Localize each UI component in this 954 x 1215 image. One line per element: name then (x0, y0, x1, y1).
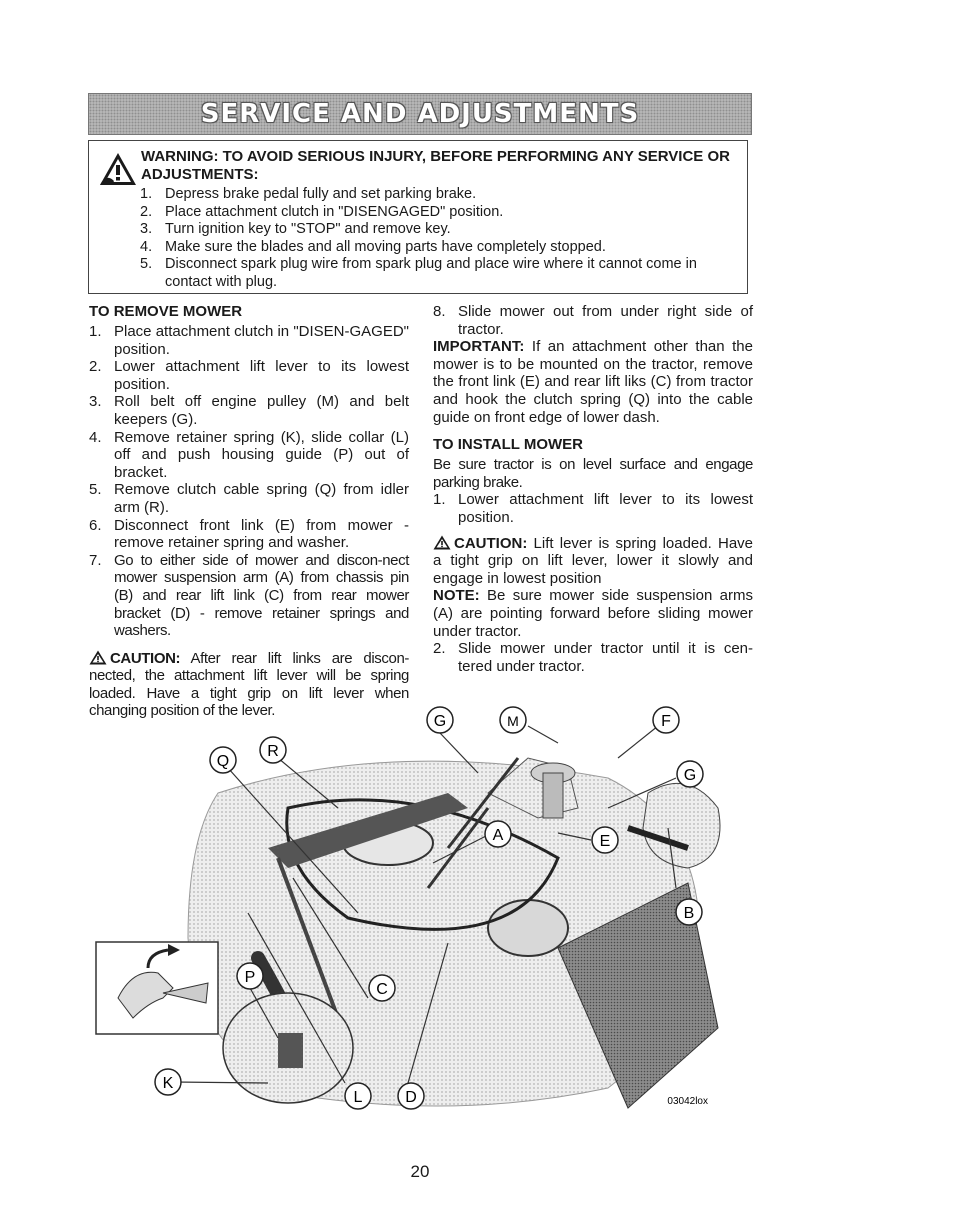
figure-code: 03042lox (667, 1096, 708, 1107)
callout-Q (210, 747, 236, 773)
remove-step (89, 517, 409, 552)
step-number: 6. (89, 516, 102, 534)
step-number: 8. (433, 303, 446, 320)
callout-letter: F (661, 713, 671, 730)
callout-M (500, 707, 526, 733)
warning-step (140, 221, 740, 239)
warning-steps (140, 186, 740, 291)
remove-step (89, 323, 409, 358)
step-text: Go to either side of mower and discon-nect mower suspension arm (A) from chassis pin (B) and rear lift link (C) from rear mower bracket (D) - remove retainer springs and washers. (114, 551, 409, 640)
mower-illustration (88, 698, 748, 1123)
callout-letter: A (492, 827, 504, 844)
caution-triangle-icon (89, 650, 107, 665)
step-text: Disconnect spark plug wire from spark plug and place wire where it cannot come in contact with plug. (165, 256, 697, 290)
install-note (433, 587, 753, 640)
right-column (433, 303, 753, 675)
step-number: 5. (140, 256, 153, 272)
step-text: Roll belt off engine pulley (M) and belt keepers (G). (114, 393, 409, 428)
warning-heading: WARNING: TO AVOID SERIOUS INJURY, BEFORE PERFORMING ANY SERVICE OR ADJUSTMENTS: (141, 148, 730, 183)
callout-P (237, 963, 263, 989)
callout-L (345, 1083, 371, 1109)
remove-step (89, 393, 409, 428)
callout-G-top (427, 707, 453, 733)
remove-mower-steps-continued (433, 303, 753, 338)
step-text: Slide mower out from under right side of tractor. (458, 303, 753, 338)
callout-R (260, 737, 286, 763)
mower-diagram (88, 698, 748, 1123)
remove-step (89, 552, 409, 640)
step-text: Disconnect front link (E) from mower - remove retainer spring and washer. (114, 516, 409, 552)
step-number: 5. (89, 481, 102, 499)
page-number: 20 (410, 1162, 430, 1181)
remove-mower-heading: TO REMOVE MOWER (89, 303, 243, 320)
step-number: 3. (89, 393, 102, 411)
install-mower-steps (433, 491, 753, 526)
callout-letter: B (683, 905, 695, 922)
caution-label: CAUTION: (110, 649, 181, 667)
remove-step (89, 358, 409, 393)
step-number: 4. (140, 238, 153, 255)
callout-K (155, 1069, 181, 1095)
callout-C (369, 975, 395, 1001)
install-step (433, 491, 753, 526)
note-text: Be sure mower side suspension arms (A) are pointing forward before sliding mower under tractor. (433, 587, 753, 640)
warning-step (140, 186, 740, 204)
step-number: 1. (433, 491, 446, 509)
remove-step (89, 481, 409, 516)
step-number: 2. (140, 203, 153, 220)
callout-D (398, 1083, 424, 1109)
step-text: Place attachment clutch in "DISEN-GAGED" position. (114, 323, 409, 358)
callout-letter: G (433, 713, 447, 730)
step-text: Make sure the blades and all moving parts have completely stopped. (165, 238, 606, 255)
step-text: Turn ignition key to "STOP" and remove key. (165, 221, 451, 237)
callout-letter: G (683, 767, 697, 784)
step-text: Remove retainer spring (K), slide collar (L) off and push housing guide (P) out of bracket. (114, 428, 409, 481)
important-note (433, 338, 753, 426)
callout-letter: Q (216, 753, 230, 770)
warning-step (140, 204, 740, 222)
step-text: Slide mower under tractor until it is cen-tered under tractor. (458, 640, 753, 675)
step-number: 2. (89, 358, 102, 376)
warning-triangle-icon (98, 151, 138, 187)
step-text: Depress brake pedal fully and set parking brake. (165, 186, 477, 202)
step-text: Place attachment clutch in "DISENGAGED" position. (165, 203, 504, 220)
caution-triangle-icon (433, 535, 451, 550)
step-text: Lower attachment lift lever to its lowest position. (458, 491, 753, 526)
step-number: 4. (89, 428, 102, 446)
callout-letter: R (267, 743, 279, 760)
install-step (433, 640, 753, 675)
step-number: 1. (89, 323, 102, 340)
warning-step (140, 256, 740, 291)
note-label: NOTE: (433, 587, 480, 605)
callout-A (485, 821, 511, 847)
left-column (89, 303, 409, 720)
remove-step (89, 429, 409, 482)
caution-label: CAUTION: (454, 534, 528, 552)
important-label: IMPORTANT: (433, 338, 525, 356)
callout-F (653, 707, 679, 733)
step-text: Lower attachment lift lever to its lowest position. (114, 358, 409, 393)
section-banner (88, 93, 752, 135)
caution-text: Lift lever is spring loaded. Have a tight grip on lift lever, lower it slowly and engage in lowest position (433, 534, 754, 587)
remove-step (433, 303, 753, 338)
callout-letter: D (405, 1089, 417, 1106)
install-mower-heading: TO INSTALL MOWER (433, 436, 583, 454)
section-title: SERVICE AND ADJUSTMENTS (200, 99, 640, 129)
install-intro: Be sure tractor is on level surface and engage parking brake. (433, 456, 753, 491)
caution-text: After rear lift links are discon-nected, the attachment lift lever will be spring loaded. Have a tight grip on lift lever when changing position of the lever. (89, 649, 409, 720)
callout-letter: E (599, 833, 611, 850)
callout-letter: P (244, 969, 256, 986)
callout-letter: K (162, 1075, 174, 1092)
callout-letter: L (353, 1089, 363, 1106)
callout-letter: C (376, 981, 388, 998)
warning-step (140, 239, 740, 257)
callout-E (592, 827, 618, 853)
step-number: 2. (433, 640, 446, 658)
install-caution (433, 535, 753, 588)
step-number: 3. (140, 221, 153, 237)
step-number: 7. (89, 551, 102, 569)
step-number: 1. (140, 186, 153, 202)
warning-box (88, 140, 748, 294)
callout-letter: M (507, 713, 519, 729)
install-mower-steps-continued (433, 640, 753, 675)
step-text: Remove clutch cable spring (Q) from idler arm (R). (114, 481, 409, 516)
callout-B (676, 899, 702, 925)
callout-G-right (677, 761, 703, 787)
important-text: If an attachment other than the mower is to be mounted on the tractor, remove the front link (E) and rear lift liks (C) from tractor and hook the clutch spring (Q) into the cable guide on front edge of lower dash. (433, 338, 753, 426)
remove-mower-steps (89, 323, 409, 640)
